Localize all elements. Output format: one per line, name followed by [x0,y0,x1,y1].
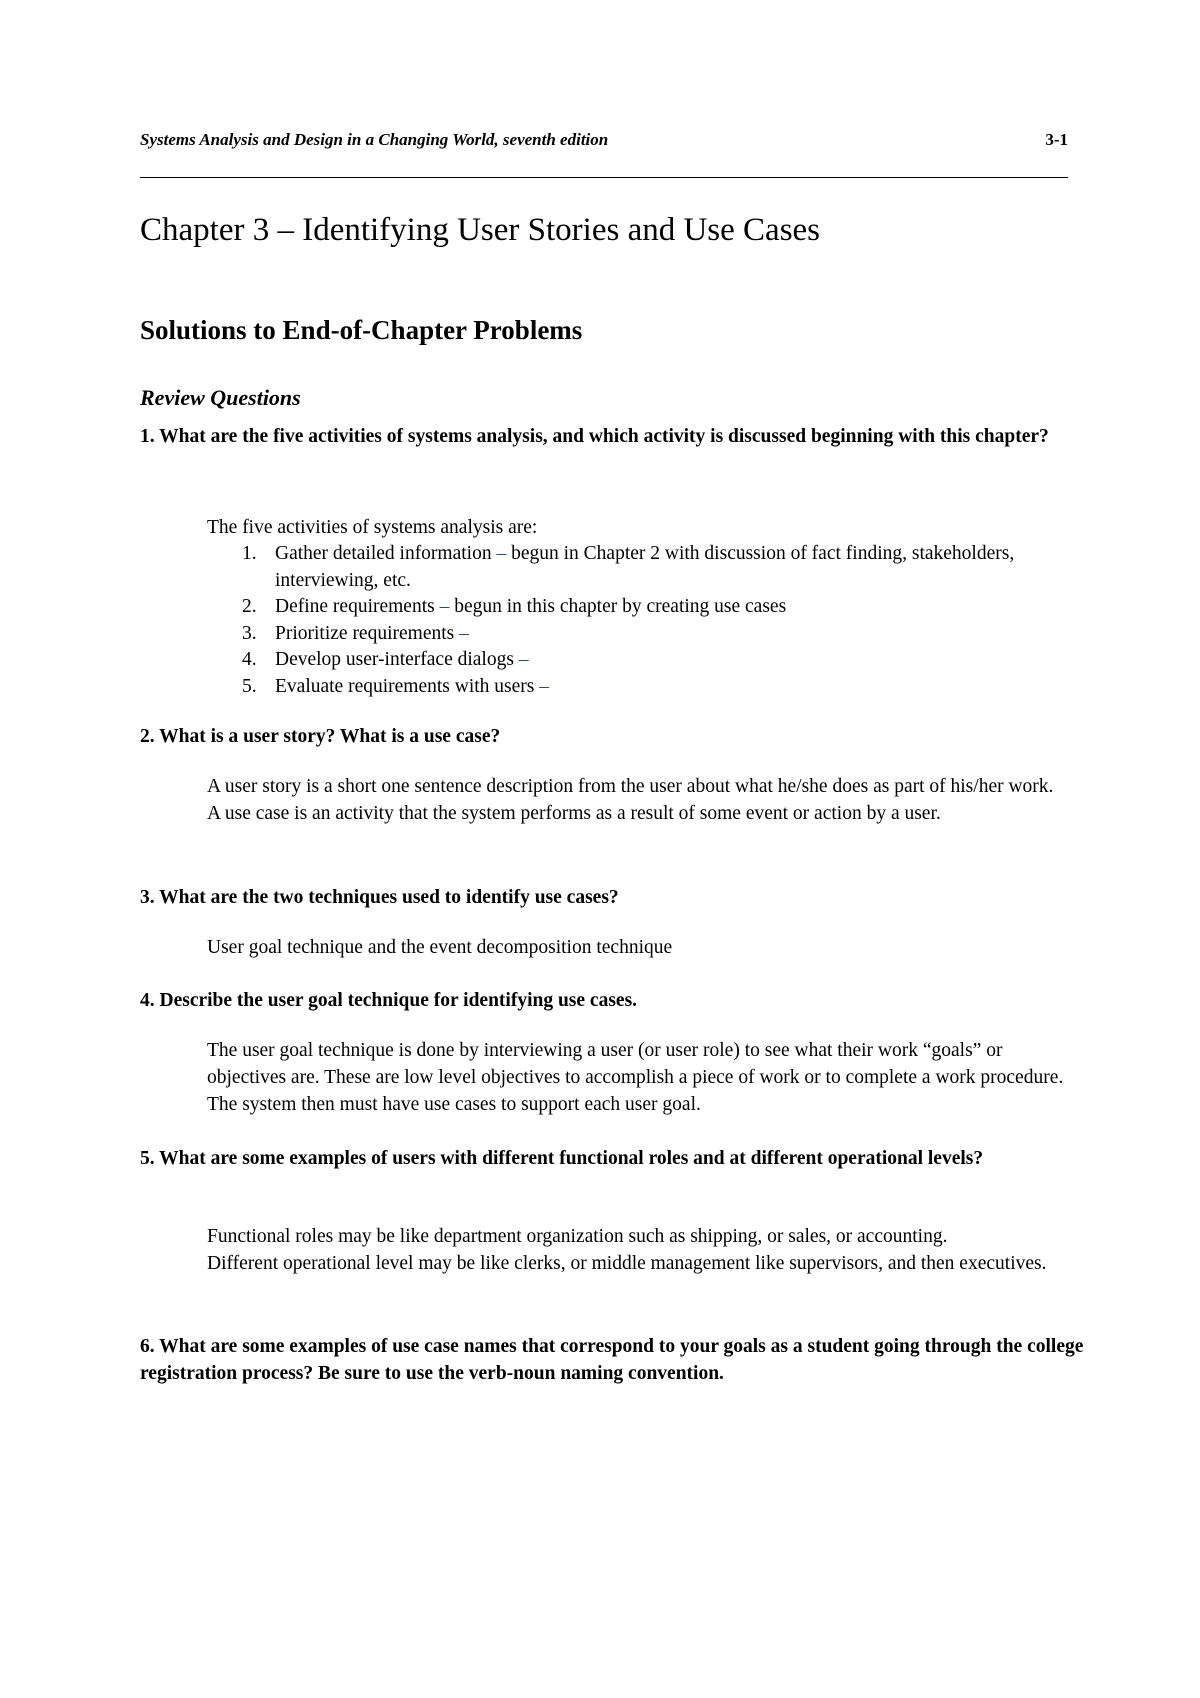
question-2: 2. What is a user story? What is a use case? [140,726,501,747]
page-number: 3-1 [1045,130,1068,149]
list-item-dash: – [518,649,529,670]
answer-5-line-1: Functional roles may be like department organization such as shipping, or sales, or accounting. [207,1226,948,1247]
list-item-rest: begun in Chapter 2 with discussion of fact finding, stakeholders, interviewing, etc. [275,543,1015,591]
chapter-title: Chapter 3 – Identifying User Stories and Use Cases [140,212,821,248]
book-title: Systems Analysis and Design in a Changing World, seventh edition [140,130,609,149]
section-title: Solutions to End-of-Chapter Problems [140,315,583,345]
question-4: 4. Describe the user goal technique for identifying use cases. [140,990,638,1011]
answer-1-intro: The five activities of systems analysis are: [207,517,538,538]
question-5: 5. What are some examples of users with different functional roles and at different operational levels? [140,1148,984,1169]
question-3: 3. What are the two techniques used to identify use cases? [140,887,619,908]
list-item-number: 2. [242,596,257,617]
list-item-number: 4. [242,649,257,670]
running-header [140,130,1068,156]
list-item [207,674,1087,701]
answer-3-text: User goal technique and the event decomposition technique [207,937,673,958]
answer-1 [207,514,1087,700]
activity-list [207,541,1087,700]
list-item [207,594,1087,621]
answer-5 [207,1223,1087,1277]
list-item-text: Develop user-interface dialogs [275,649,519,670]
question-1: 1. What are the five activities of systems analysis, and which activity is discussed beginning with this chapter? [140,426,1049,447]
header-rule [140,177,1068,178]
answer-2-line-2: A use case is an activity that the system performs as a result of some event or action by a user. [207,803,941,824]
question-6: 6. What are some examples of use case names that correspond to your goals as a student going through the college registration process? Be sure to use the verb-noun naming convention. [140,1336,1084,1384]
list-item-dash: – [496,543,507,564]
subsection-title: Review Questions [140,385,301,410]
answer-4-text: The user goal technique is done by interviewing a user (or user role) to see what their work “goals” or objectives are. These are low level objectives to accomplish a piece of work or to complete a work procedure. The system then must have use cases to support each user goal. [207,1040,1064,1115]
answer-4 [207,1037,1067,1118]
list-item-number: 5. [242,675,257,697]
list-item-text: Define requirements [275,596,440,617]
list-item-text: Prioritize requirements [275,622,460,644]
list-item-text: Evaluate requirements with users [275,675,540,697]
answer-2 [207,773,1087,827]
list-item-dash: – [439,596,450,617]
list-item [207,621,1087,648]
answer-5-line-2: Different operational level may be like clerks, or middle management like supervisors, and then executives. [207,1253,1047,1274]
list-item-dash: – [539,675,549,697]
list-item-rest: begun in this chapter by creating use cases [449,596,787,617]
list-item [207,647,1087,674]
list-item-dash: – [459,622,469,644]
list-item-text: Gather detailed information [275,543,497,564]
list-item-number: 1. [242,543,257,564]
answer-3 [207,934,1087,961]
list-item [207,541,1087,594]
list-item-number: 3. [242,622,257,644]
answer-2-line-1: A user story is a short one sentence description from the user about what he/she does as part of his/her work. [207,776,1054,797]
